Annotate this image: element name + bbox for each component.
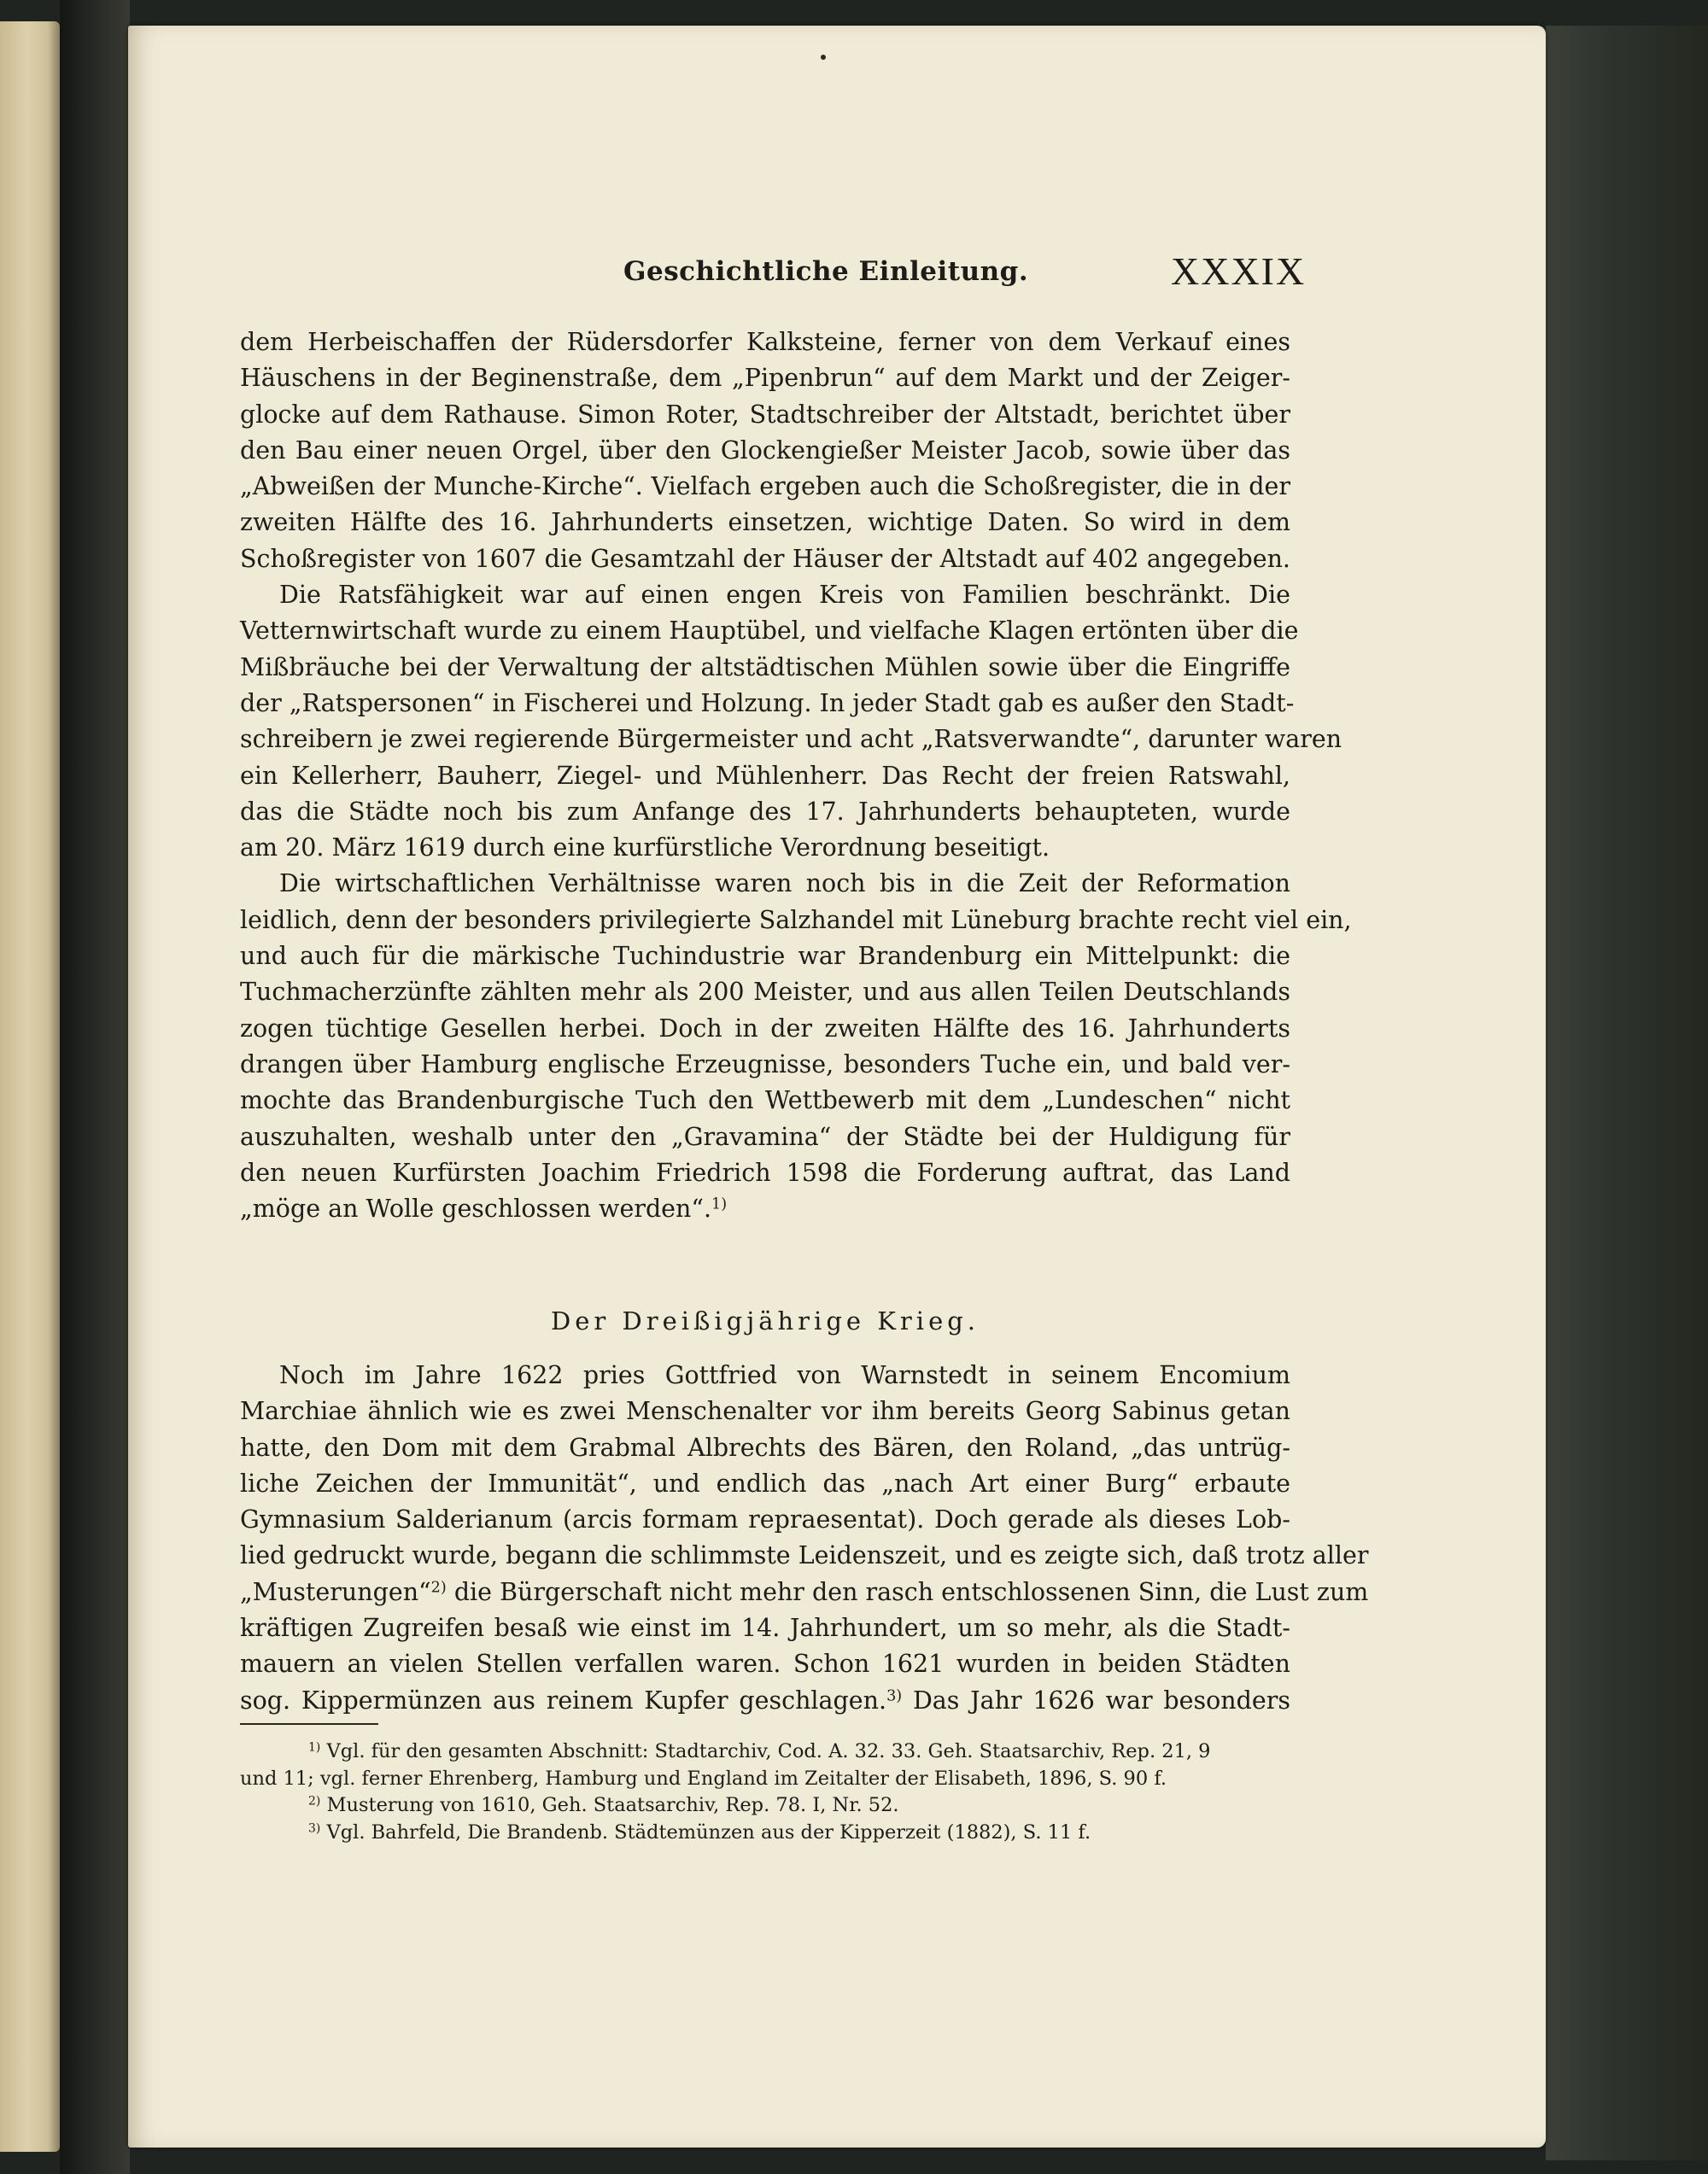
footnote-text: Vgl. Bahrfeld, Die Brandenb. Städtemünzen aus der Kipperzeit (1882), S. 11 f. [326,1820,1091,1844]
page-speck [821,55,826,60]
book-cover-edge [1546,26,1708,2160]
book-page [128,26,1546,2148]
text-line [240,1191,1290,1227]
footnote-ref: 3) [886,1686,903,1704]
text-line: Noch im Jahre 1622 pries Gottfried von Warnstedt in seinem Encomium [279,1361,1290,1389]
text-line: hatte, den Dom mit dem Grabmal Albrechts des Bären, den Roland, „das untrüg- [240,1433,1290,1462]
text-line: „Abweißen der Munche-Kirche“. Vielfach ergeben auch die Schoßregister, die in der [240,472,1290,501]
text-line: kräftigen Zugreifen besaß wie einst im 14. Jahrhundert, um so mehr, als die Stadt- [240,1614,1290,1643]
text-line: Häuschens in der Beginenstraße, dem „Pipenbrun“ auf dem Markt und der Zeiger- [240,364,1290,393]
text-line: mauern an vielen Stellen verfallen waren. Schon 1621 wurden in beiden Städten [240,1650,1290,1679]
text-line [240,1683,1290,1719]
running-title: Geschichtliche Einleitung. [623,256,1029,287]
footnote-text: Musterung von 1610, Geh. Staatsarchiv, Rep. 78. I, Nr. 52. [326,1794,899,1816]
text-line: glocke auf dem Rathause. Simon Roter, Stadtschreiber der Altstadt, berichtet über [240,400,1290,429]
footnote-1-cont: und 11; vgl. ferner Ehrenberg, Hamburg und England im Zeitalter der Elisabeth, 1896, S. 90 f. [240,1767,1167,1790]
page-number: XXXIX [1171,249,1307,293]
text-line: lied gedruckt wurde, begann die schlimmste Leidenszeit, und es zeigte sich, daß trotz aller [240,1541,1369,1570]
text-line: leidlich, denn der besonders privilegierte Salzhandel mit Lüneburg brachte recht viel ein, [240,905,1352,934]
body-text-top [240,324,1352,1227]
text-line: dem Herbeischaffen der Rüdersdorfer Kalksteine, ferner von dem Verkauf eines [240,328,1290,356]
text-line: den Bau einer neuen Orgel, über den Glockengießer Meister Jacob, sowie über das [240,435,1290,465]
text-line: mochte das Brandenburgische Tuch den Wettbewerb mit dem „Lundeschen“ nicht [240,1086,1290,1115]
footnote-1 [240,1739,1297,1766]
text-line-content: „möge an Wolle geschlossen werden“. [240,1195,712,1224]
footnote-ref: 1) [711,1195,728,1213]
text-line: der „Ratspersonen“ in Fischerei und Holzung. In jeder Stadt gab es außer den Stadt- [240,688,1295,717]
footnote-2 [240,1792,1297,1820]
footnote-marker: 3) [308,1820,321,1835]
text-line: Gymnasium Salderianum (arcis formam repraesentat). Doch gerade als dieses Lob- [240,1505,1290,1534]
text-line-start: „Musterungen“ [240,1577,431,1606]
text-line: liche Zeichen der Immunität“, und endlich das „nach Art einer Burg“ erbaute [240,1469,1290,1498]
footnote-3 [240,1820,1297,1847]
text-line: auszuhalten, weshalb unter den „Gravamina“ der Städte bei der Huldigung für [240,1122,1290,1151]
text-line-start: sog. Kippermünzen aus reinem Kupfer geschlagen. [240,1686,887,1715]
text-line: am 20. März 1619 durch eine kurfürstliche Verordnung beseitigt. [240,833,1050,862]
text-line: Tuchmacherzünfte zählten mehr als 200 Meister, und aus allen Teilen Deutschlands [240,978,1290,1007]
book-gutter [60,0,130,2174]
footnote-rule [240,1723,378,1725]
text-line: Vetternwirtschaft wurde zu einem Hauptübel, und vielfache Klagen ertönten über die [240,617,1299,646]
text-line: das die Städte noch bis zum Anfange des 17. Jahrhunderts behaupteten, wurde [240,797,1290,826]
footnotes [240,1739,1297,1846]
footnote-ref: 2) [430,1579,447,1597]
body-text-bottom [240,1358,1369,1719]
text-line: zogen tüchtige Gesellen herbei. Doch in der zweiten Hälfte des 16. Jahrhunderts [240,1014,1290,1043]
text-line: Die wirtschaftlichen Verhältnisse waren noch bis in die Zeit der Reformation [279,869,1290,898]
text-line-rest: Das Jahr 1626 war besonders [912,1686,1291,1715]
text-line: zweiten Hälfte des 16. Jahrhunderts einsetzen, wichtige Daten. So wird in dem [240,508,1290,537]
text-line: Marchiae ähnlich wie es zwei Menschenalter vor ihm bereits Georg Sabinus getan [240,1397,1290,1426]
text-line: und auch für die märkische Tuchindustrie war Brandenburg ein Mittelpunkt: die [240,942,1290,971]
footnote-marker: 2) [308,1794,321,1809]
text-line: schreibern je zwei regierende Bürgermeister und acht „Ratsverwandte“, darunter waren [240,725,1342,754]
footnote-marker: 1) [308,1740,321,1755]
text-line-rest: die Bürgerschaft nicht mehr den rasch entschlossenen Sinn, die Lust zum [453,1577,1369,1606]
text-line: ein Kellerherr, Bauherr, Ziegel- und Mühlenherr. Das Recht der freien Ratswahl, [240,761,1290,790]
footnote-text: Vgl. für den gesamten Abschnitt: Stadtarchiv, Cod. A. 32. 33. Geh. Staatsarchiv, Rep. 21, 9 [326,1740,1211,1762]
previous-page-edge [0,21,60,2152]
text-line: den neuen Kurfürsten Joachim Friedrich 1598 die Forderung auftrat, das Land [240,1158,1290,1187]
text-line: Mißbräuche bei der Verwaltung der altstädtischen Mühlen sowie über die Eingriffe [240,652,1290,681]
text-line: Schoßregister von 1607 die Gesamtzahl der Häuser der Altstadt auf 402 angegeben. [240,544,1290,573]
text-line: drangen über Hamburg englische Erzeugnisse, besonders Tuche ein, und bald ver- [240,1049,1290,1078]
text-line [240,1575,1369,1610]
text-line: Die Ratsfähigkeit war auf einen engen Kreis von Familien beschränkt. Die [279,581,1290,610]
section-heading: Der Dreißigjährige Krieg. [550,1306,980,1335]
